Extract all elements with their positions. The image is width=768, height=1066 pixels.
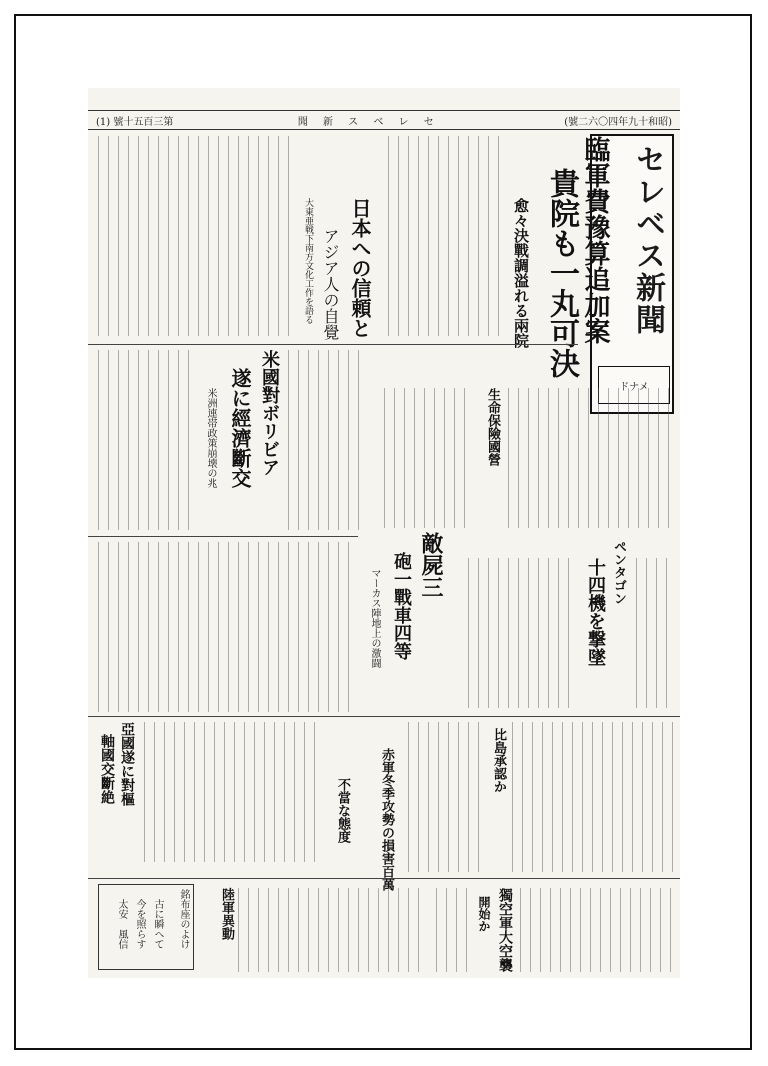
- lead-headline-2: 貴院も一丸可決: [544, 168, 579, 378]
- rule-2: [88, 536, 358, 537]
- lead-subheadline: 愈々決戰調溢れる兩院: [512, 198, 530, 348]
- paper-name-line: 聞 新 ス ベ レ セ: [297, 116, 440, 128]
- lower-right-text: [512, 722, 676, 872]
- ad-line-1: 古に瞬へて: [152, 899, 163, 949]
- lower-left-text: [144, 722, 324, 862]
- us-bolivia-headline-1: 米國對ボリビア: [259, 350, 280, 476]
- bottom-right-text: [520, 888, 676, 972]
- rule-4: [88, 878, 680, 879]
- lead-article-text: [388, 136, 506, 336]
- right-middle-text: [508, 388, 674, 528]
- army-transfer-headline: 陸軍異動: [219, 888, 234, 940]
- bottom-left-text: [238, 888, 428, 972]
- airforce-headline-1: 獨空軍大空襲: [497, 888, 513, 972]
- trust-headline-2: アジア人の自覺: [321, 228, 340, 340]
- rule-1: [88, 344, 578, 345]
- shootdown-headline-1: ペンタゴン: [611, 540, 626, 605]
- philippines-headline: 比島承認か: [491, 728, 506, 793]
- ad-title: 銘布座のよけ: [178, 889, 189, 949]
- newspaper-page: [88, 88, 680, 978]
- asia-headline-2: 軸國交斷絶: [99, 734, 115, 804]
- enemy-headline-2: 砲一戰車四等: [391, 552, 412, 660]
- right-column-text: [636, 558, 676, 708]
- lead-headline-1: 臨軍費豫算追加案: [580, 136, 610, 344]
- notice-headline: 不當な態度: [335, 778, 350, 843]
- issue-number: (1) 號十五百三第: [96, 116, 174, 128]
- us-bolivia-text-b: [98, 350, 198, 530]
- shootdown-headline-2: 十四機を撃墜: [585, 558, 606, 666]
- trust-headline-1: 日本への信頼と: [348, 198, 372, 338]
- red-army-headline: 赤軍冬季攻勢の損害百萬: [379, 748, 394, 891]
- ad-line-2: 今を照らす: [134, 899, 145, 949]
- trust-article-text: [98, 136, 294, 336]
- us-bolivia-subheadline: 米洲連帯政策崩壊の兆: [205, 388, 216, 488]
- masthead-seal: ドナメ: [598, 366, 670, 404]
- advertisement-box: [98, 884, 194, 970]
- center-text-2: [384, 388, 474, 528]
- ad-line-3: 太安 風信: [116, 899, 127, 949]
- masthead-title: セレベス新聞: [630, 144, 665, 336]
- trust-subheadline: 大東亜戦下南方文化工作を語る: [303, 198, 313, 324]
- shootdown-text: [468, 558, 574, 708]
- us-bolivia-text-a: [288, 350, 368, 530]
- asia-headline-1: 亞國遂に對樞: [119, 722, 135, 806]
- lower-center-text: [408, 722, 484, 872]
- enemy-subheadline: マーカス陣地上の激闘: [369, 568, 380, 668]
- enemy-left-text: [98, 542, 358, 712]
- bottom-center-text: [436, 888, 470, 972]
- us-bolivia-headline-2: 遂に經濟斷交: [228, 368, 252, 488]
- date-line: (號二六〇四年九十和昭): [564, 116, 672, 128]
- airforce-headline-2: 開始か: [477, 896, 491, 932]
- rule-3: [88, 716, 680, 717]
- life-insurance-headline: 生命保險國營: [485, 388, 500, 466]
- enemy-headline-1: 敵屍三: [418, 532, 444, 598]
- header-line: [88, 110, 680, 130]
